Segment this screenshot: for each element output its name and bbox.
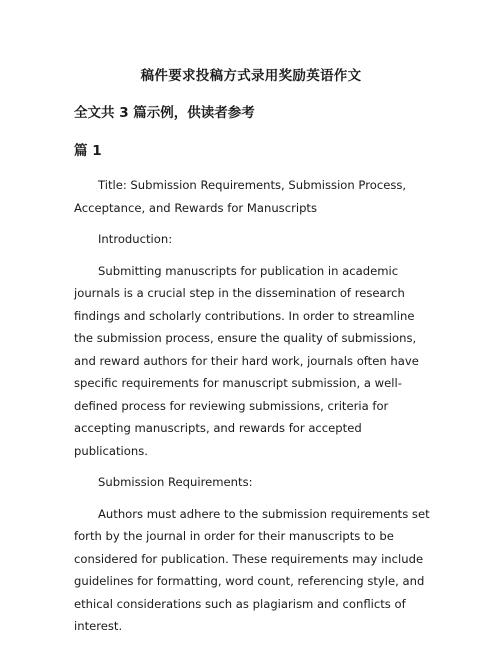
submission-requirements-label: Submission Requirements: [98,475,253,489]
document-body [74,174,434,647]
section-heading: 篇 1 [74,143,102,159]
document-subtitle: 全文共 3 篇示例，供读者参考 [74,105,255,121]
essay-title-paragraph: Title: Submission Requirements, Submission Process, Acceptance, and Rewards for Manuscripts [74,178,407,215]
introduction-paragraph: Submitting manuscripts for publication in academic journals is a crucial step in the dissemination of research findings and scholarly contributions. In order to streamline the submission process, ensure the quality of submissions, and reward authors for their hard work, journals often have specific requirements for manuscript submission, a well-defined process for reviewing submissions, criteria for accepting manuscripts, and rewards for accepted publications. [74,263,419,458]
document-title: 稿件要求投稿方式录用奖励英语作文 [140,68,362,84]
introduction-label: Introduction: [98,232,173,246]
submission-requirements-paragraph: Authors must adhere to the submission requirements set forth by the journal in order for their manuscripts to be considered for publication. These requirements may include guidelines for formatting, word count, referencing style, and ethical considerations such as plagiarism and conflicts of interest. [74,506,430,633]
